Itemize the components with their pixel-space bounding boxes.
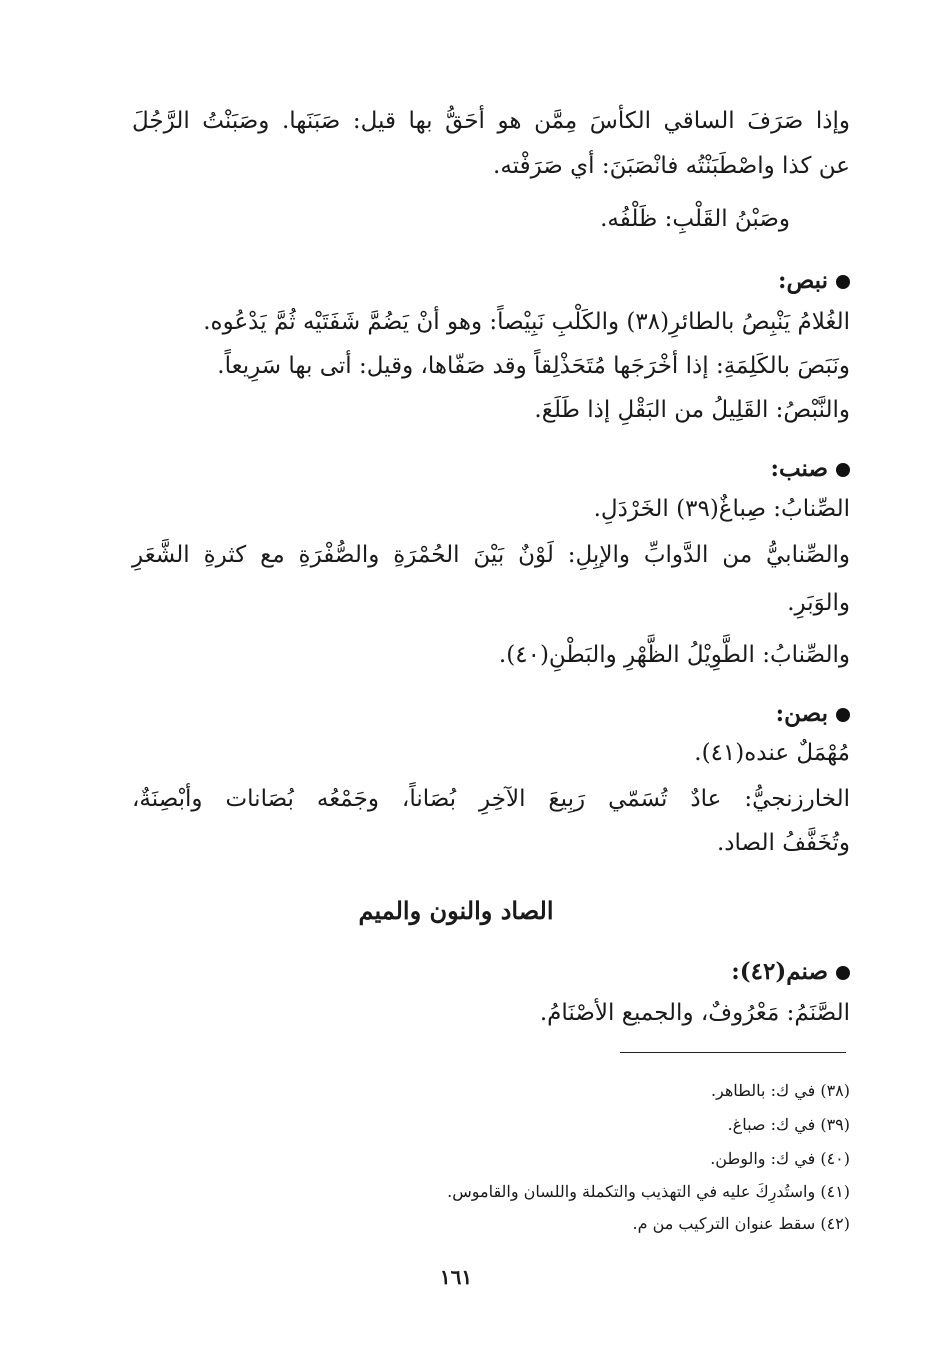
entry-line: الخارزنجيُّ: عادٌ تُسَمّي رَبِيعَ الآخِرِ بُصَاناً، وجَمْعُه بُصَانات وأبْصِنَةٌ، <box>132 786 850 812</box>
bullet-icon <box>836 463 850 477</box>
entry-heading: صنب: <box>770 452 850 486</box>
entry-line: الصِّنابُ: صِباغٌ(٣٩) الخَرْدَلِ. <box>593 496 850 522</box>
footnote: (٤٢) سقط عنوان التركيب من م. <box>632 1214 850 1233</box>
entry-line: والنَّبْصُ: القَلِيلُ من البَقْلِ إذا طَلَعَ. <box>534 397 850 423</box>
page-number: ١٦١ <box>439 1265 473 1289</box>
entry-line: والوَبَرِ. <box>787 590 850 616</box>
paragraph-line: وصَبْنُ القَلْبِ: ظَلْفُه. <box>600 206 790 232</box>
bullet-icon <box>836 708 850 722</box>
bullet-icon <box>836 275 850 289</box>
entry-heading: نبص: <box>778 264 850 298</box>
footnote-divider <box>620 1052 846 1053</box>
entry-heading: صنم(٤٢): <box>731 955 850 989</box>
footnote: (٣٨) في ك: بالطاهر. <box>710 1081 850 1100</box>
paragraph-line: عن كذا واصْطَبَنْتُه فانْصَبَنَ: أي صَرَفْته. <box>493 153 850 179</box>
entry-line: ونَبَصَ بالكَلِمَةِ: إذا أخْرَجَها مُتَحَذْلِقاً وقد صَفّاها، وقيل: أتى بها سَرِيعاً. <box>217 353 850 379</box>
section-title: الصاد والنون والميم <box>358 896 554 925</box>
entry-heading: بصن: <box>776 697 850 731</box>
entry-line: والصِّنابُ: الطَّوِيْلُ الظَّهْرِ والبَطْنِ(٤٠). <box>498 642 850 668</box>
entry-line: وتُخَفَّفُ الصاد. <box>716 830 850 856</box>
entry-line: والصِّنابيُّ من الدَّوابِّ والإبِلِ: لَوْنٌ بَيْنَ الحُمْرَةِ والصُّفْرَةِ مع كثرةِ الشَّعَرِ <box>132 542 850 568</box>
footnote: (٤٠) في ك: والوطن. <box>710 1149 850 1168</box>
entry-line: الغُلامُ يَنْبِصُ بالطائرِ(٣٨) والكَلْبِ نَبِيْصاً: وهو أنْ يَضُمَّ شَفَتَيْه ثُمَّ يَدْعُوه. <box>203 309 850 335</box>
entry-line: الصَّنَمُ: مَعْرُوفٌ، والجميع الأصْنَامُ. <box>539 1000 850 1026</box>
footnote: (٣٩) في ك: صباغ. <box>727 1115 850 1134</box>
entry-line: مُهْمَلٌ عنده(٤١). <box>694 740 850 766</box>
bullet-icon <box>836 966 850 980</box>
footnote: (٤١) واستُدرِكَ عليه في التهذيب والتكملة واللسان والقاموس. <box>447 1182 850 1201</box>
paragraph-line: وإذا صَرَفَ الساقي الكأسَ مِمَّن هو أحَقُّ بها قيل: صَبَنَها. وصَبَنْتُ الرَّجُلَ <box>132 108 850 134</box>
